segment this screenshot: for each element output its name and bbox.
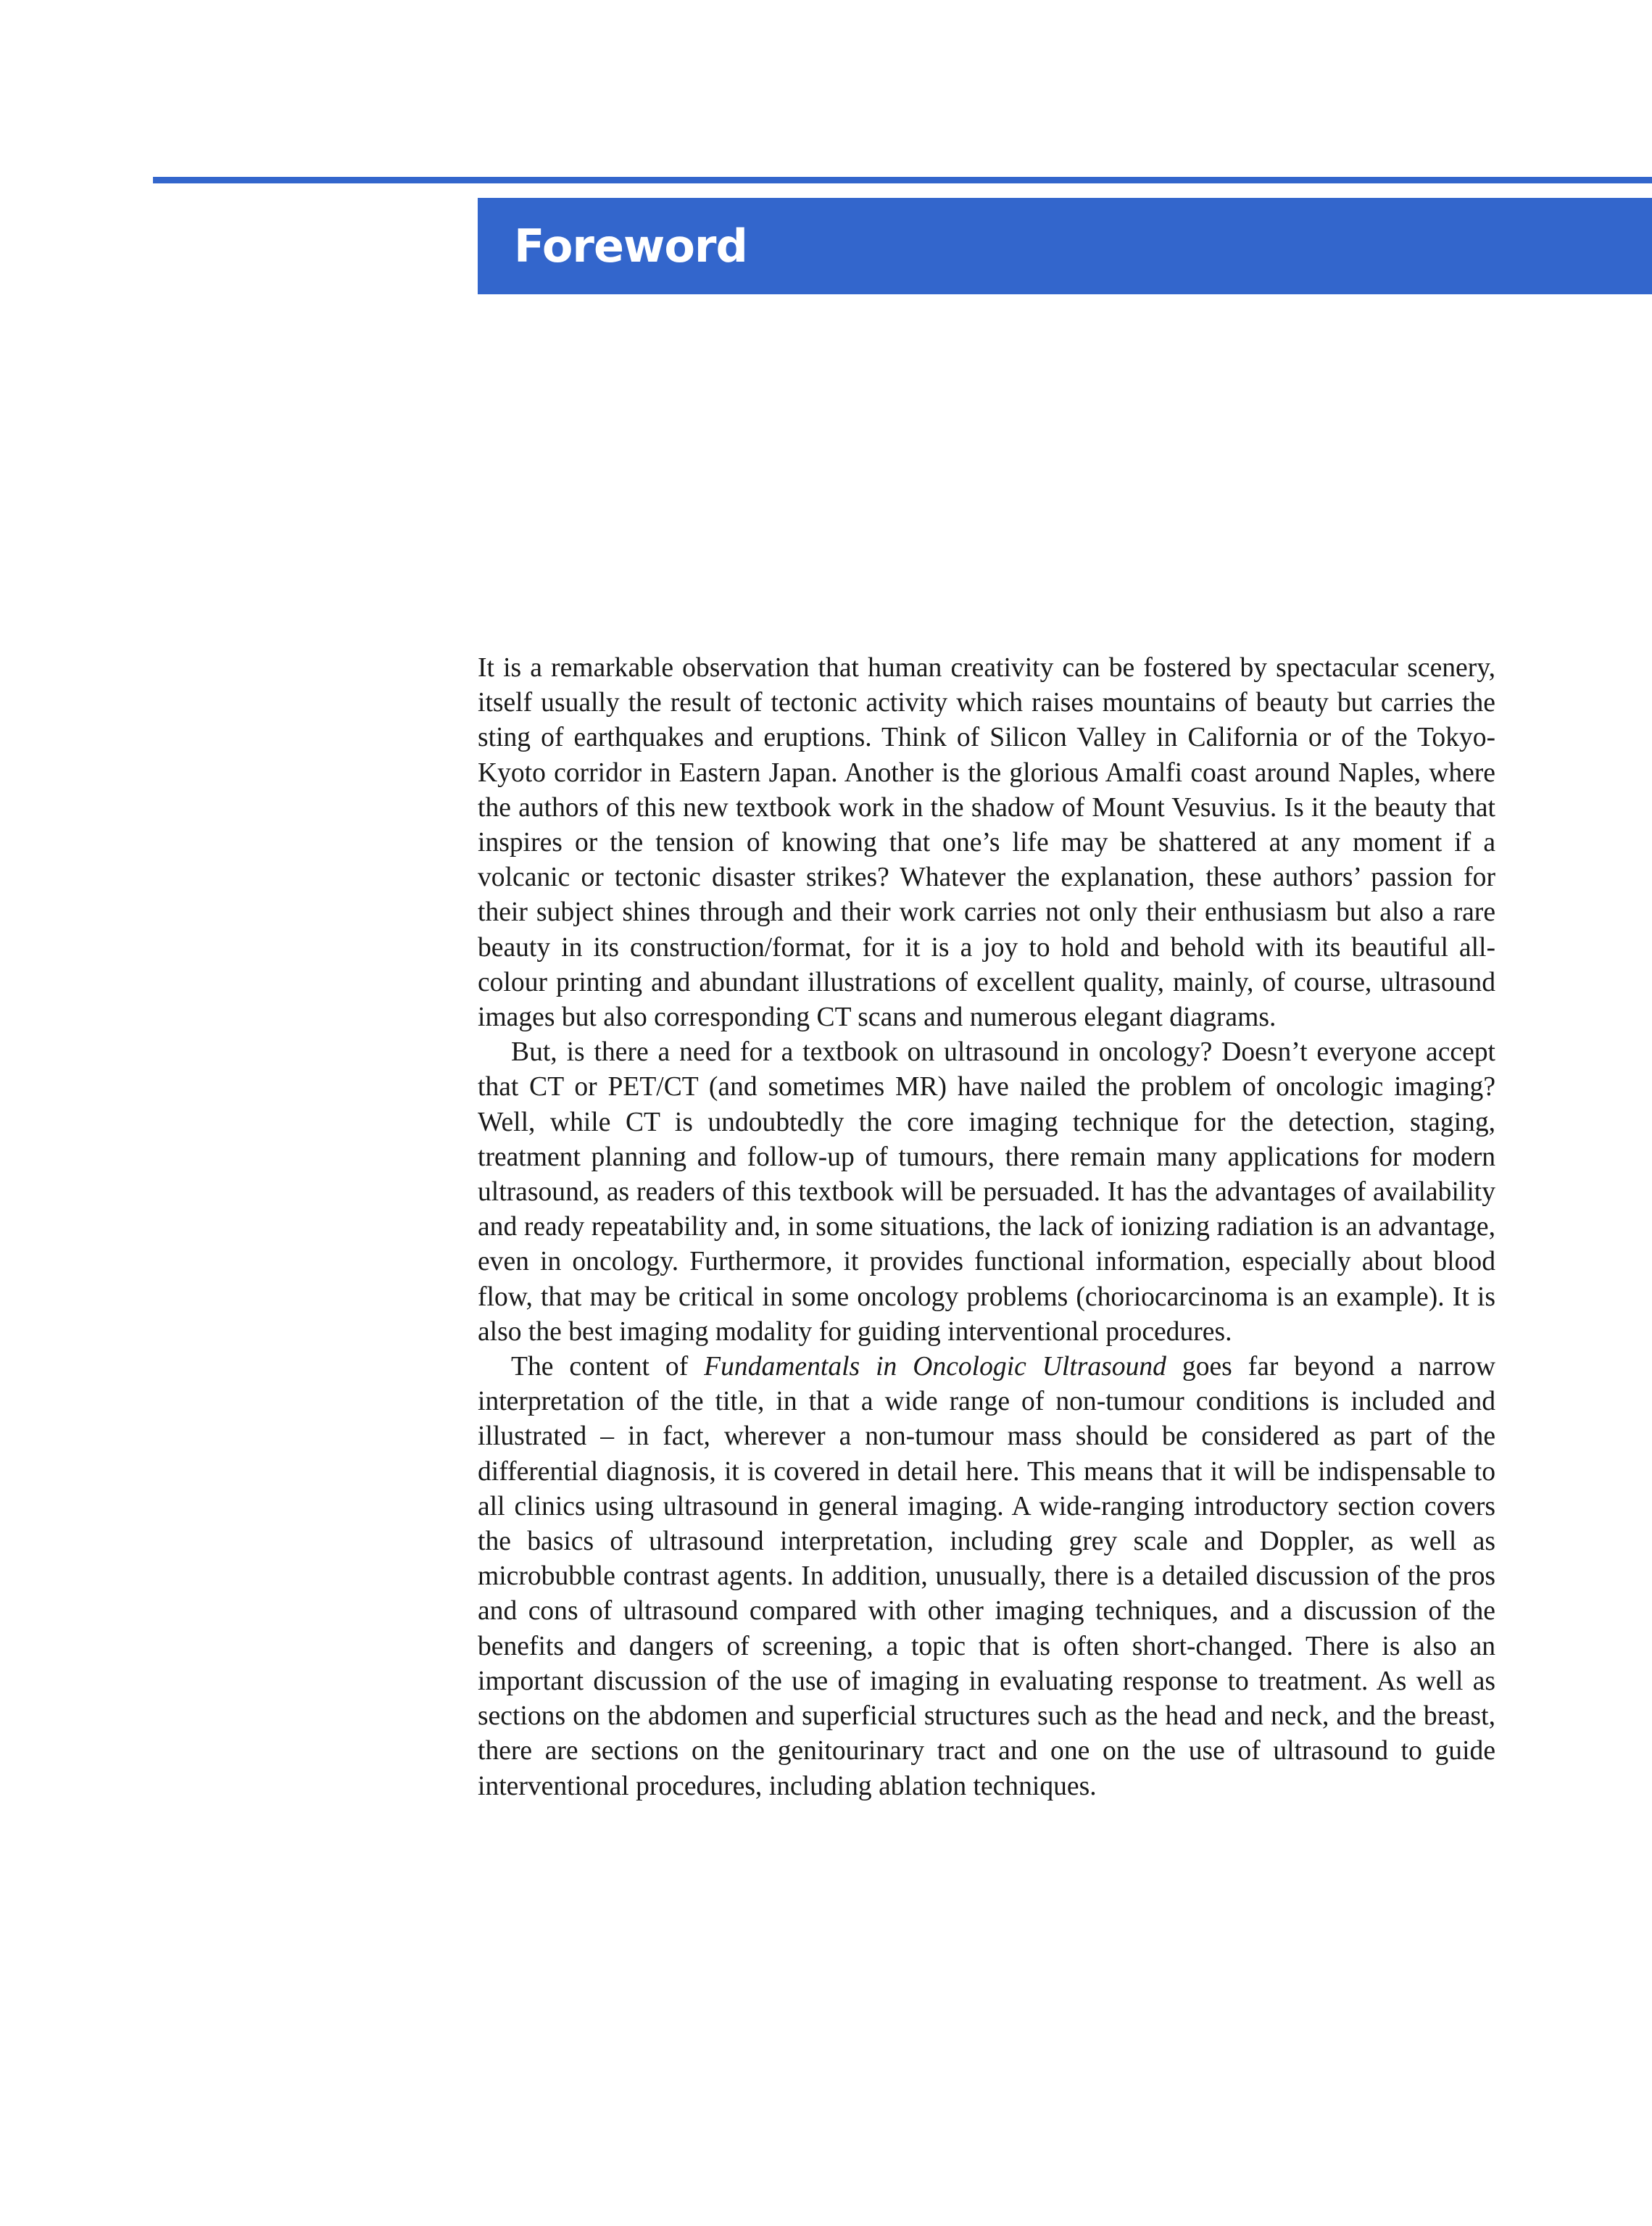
paragraph-3-rest: goes far beyond a narrow interpretation of the title, in that a wide range of non-tumour conditions is included and illustrated – in fact, wherever a non-tumour mass should be considered as part of the differential diagnosis, it is covered in detail here. This means that it will be indispensable to all clinics using ultrasound in general imaging. A wide-ranging introductory section covers the basics of ultrasound interpretation, including grey scale and Doppler, as well as microbubble contrast agents. In addition, unusually, there is a detailed discussion of the pros and cons of ultrasound compared with other imaging techniques, and a discussion of the benefits and dangers of screening, a topic that is often short-changed. There is also an important discussion of the use of imaging in evaluating response to treatment. As well as sections on the abdomen and superficial structures such as the head and neck, and the breast, there are sections on the genitourinary tract and one on the use of ultrasound to guide interventional procedures, including ablation techniques. [478,1352,1495,1801]
paragraph-2: But, is there a need for a textbook on ultrasound in oncology? Doesn’t everyone accept that CT or PET/CT (and sometimes MR) have nailed the problem of oncologic imaging? Well, while CT is undoubtedly the core imaging technique for the detection, staging, treatment planning and follow-up of tumours, there remain many applications for modern ultrasound, as readers of this textbook will be persuaded. It has the advantages of availability and ready repeatability and, in some situations, the lack of ionizing radiation is an advantage, even in oncology. Furthermore, it provides functional information, especially about blood flow, that may be critical in some oncology problems (choriocarcinoma is an example). It is also the best imaging modality for guiding interventional procedures. [478,1037,1495,1347]
paragraph-1: It is a remarkable observation that human creativity can be fostered by spectacular scenery, itself usually the result of tectonic activity which raises mountains of beauty but carries the sting of earthquakes and eruptions. Think of Silicon Valley in California or of the Tokyo-Kyoto corridor in Eastern Japan. Another is the glorious Amalfi coast around Naples, where the authors of this new textbook work in the shadow of Mount Vesuvius. Is it the beauty that inspires or the tension of knowing that one’s life may be shattered at any moment if a volcanic or tectonic disaster strikes? Whatever the explanation, these authors’ passion for their subject shines through and their work carries not only their enthusiasm but also a rare beauty in its construction/format, for it is a joy to hold and behold with its beautiful all-colour printing and abundant illustrations of excellent quality, mainly, of course, ultrasound images but also corresponding CT scans and numerous elegant diagrams. [478,653,1495,1033]
paragraph-3-lead: The content of [511,1352,705,1382]
title-banner [478,198,1652,294]
page-title: Foreword [514,220,747,273]
header-rule [153,177,1652,183]
paragraph-3 [478,1350,1495,1804]
foreword-body [478,651,1495,1804]
book-title: Fundamentals in Oncologic Ultrasound [704,1352,1166,1382]
